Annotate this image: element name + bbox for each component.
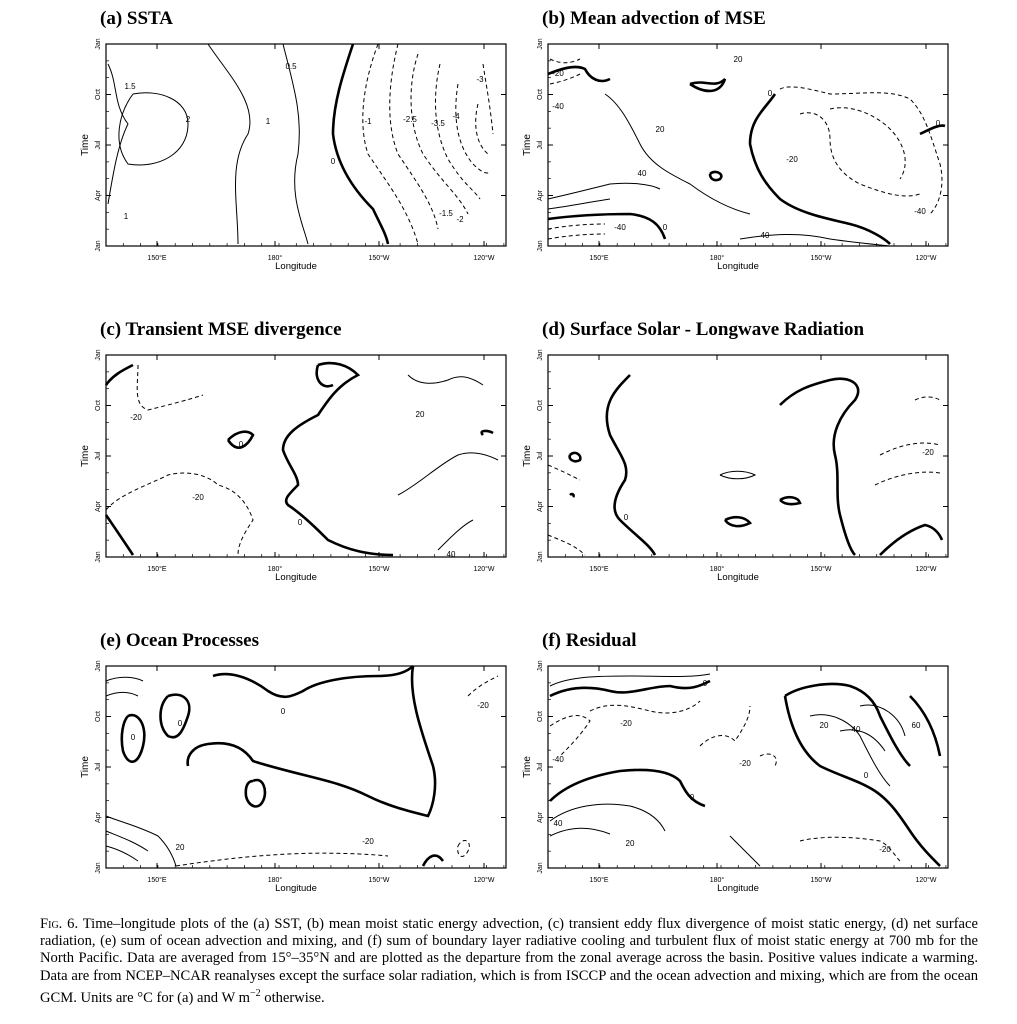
contour-label: 40 [446,550,456,559]
panel-title: (c) Transient MSE divergence [100,319,342,340]
y-tick-label: Oct [95,400,102,411]
x-axis-label: Longitude [717,883,759,894]
x-tick-label: 180° [709,566,725,573]
contour-label: 40 [851,725,861,734]
contour-label: -20 [922,448,934,457]
x-tick-label: 150°E [589,877,609,884]
panel-title: (d) Surface Solar - Longwave Radiation [542,319,865,340]
contour-plot [80,656,518,910]
x-tick-label: 120°W [473,255,495,262]
contour-label: 0 [863,771,869,780]
y-axis-label: Time [80,445,91,467]
figure-label: Fig. 6. [40,916,79,932]
panel-title: (e) Ocean Processes [100,630,259,651]
x-tick-label: 150°W [810,877,832,884]
x-tick-label: 150°W [368,877,390,884]
contour-label: 20 [819,721,829,730]
panel-b [522,8,960,288]
x-axis-label: Longitude [717,572,759,583]
y-axis-label: Time [80,756,91,778]
contour-label: -20 [362,837,374,846]
x-tick-label: 180° [267,255,283,262]
y-tick-label: Jan [537,862,544,874]
contour-label: -4 [452,112,460,121]
contour-label: 0 [662,223,668,232]
contour-label: 1 [265,117,271,126]
contour-label: 40 [637,169,647,178]
panel-title: (f) Residual [542,630,637,651]
plot-frame [522,349,948,583]
x-tick-label: 120°W [915,255,937,262]
x-tick-label: 120°W [915,877,937,884]
caption-text: Time–longitude plots of the (a) SST, (b) mean moist static energy advection, (c) transient eddy flux divergence of moist static energy, (d) net surface radiation, (e) sum of ocean advection and mixing, and (f) sum of boundary layer radiative cooling and turbulent flux of moist static energy at 700 mb for the North Pacific. Data are averaged from 15°–35°N and are plotted as the departure from the zonal average across the basin. Positive values indicate a warming. Data are from NCEP–NCAR reanalyses except the surface solar radiation, which is from ISCCP and the ocean advection and mixing, which are from the ocean GCM. Units are °C for (a) and W m [40,916,978,1006]
x-tick-label: 120°W [915,566,937,573]
contour-label: 0 [702,679,708,688]
contours [548,59,945,246]
contour-label: 0 [935,119,941,128]
x-tick-label: 150°E [147,566,167,573]
contour-label: -40 [914,207,926,216]
x-axis-label: Longitude [717,261,759,272]
axes-box [548,355,948,557]
y-tick-label: Oct [95,89,102,100]
panel-c [80,319,518,599]
contour-label: -20 [786,155,798,164]
y-tick-label: Jan [95,551,102,563]
plot-frame [80,349,506,583]
contour-labels [552,55,941,240]
contour-label: 0.5 [285,62,297,71]
y-tick-label: Jan [537,38,544,50]
axes-box [106,355,506,557]
contour-label: -40 [552,102,564,111]
plot-frame [522,38,948,272]
contour-label: 0 [689,793,695,802]
y-tick-label: Jul [537,451,544,461]
contour-label: -20 [879,845,891,854]
y-axis-label: Time [522,134,533,156]
y-tick-label: Jul [537,762,544,772]
y-tick-label: Oct [537,711,544,722]
x-axis-label: Longitude [275,572,317,583]
contours [550,674,940,866]
panel-a [80,8,518,288]
x-tick-label: 150°E [589,566,609,573]
x-tick-label: 180° [267,566,283,573]
panel-d [522,319,960,599]
contour-label: 20 [415,410,425,419]
contour-label: 0 [177,719,183,728]
contour-plot [522,34,960,288]
x-axis-label: Longitude [275,883,317,894]
x-tick-label: 150°W [810,566,832,573]
y-tick-label: Apr [537,812,544,823]
y-tick-label: Jan [95,660,102,672]
y-tick-label: Oct [537,400,544,411]
contour-label: 0 [130,733,136,742]
contour-label: 1 [123,212,129,221]
contours [108,44,493,244]
y-tick-label: Apr [95,190,102,201]
x-tick-label: 180° [709,877,725,884]
caption-text-end: otherwise. [260,989,325,1006]
x-tick-label: 150°W [368,255,390,262]
contour-labels [624,448,935,522]
contour-label: -20 [552,69,564,78]
figure-caption [40,916,978,1007]
y-tick-label: Jan [95,349,102,361]
contour-label: 40 [760,231,770,240]
contour-label: 0 [330,157,336,166]
y-axis-label: Time [80,134,91,156]
contour-label: -20 [192,493,204,502]
contour-label: -20 [130,413,142,422]
panel-f [522,630,960,910]
contour-labels [124,62,484,224]
contour-label: 20 [733,55,743,64]
x-tick-label: 150°W [368,566,390,573]
y-tick-label: Jan [537,551,544,563]
y-tick-label: Jul [95,451,102,461]
x-tick-label: 180° [267,877,283,884]
x-tick-label: 180° [709,255,725,262]
y-tick-label: Apr [95,501,102,512]
contour-label: -2 [456,215,464,224]
x-tick-label: 150°E [147,255,167,262]
x-tick-label: 150°W [810,255,832,262]
units-exponent: −2 [249,987,261,999]
contour-plot [80,345,518,599]
plot-frame [80,38,506,272]
y-tick-label: Jan [537,349,544,361]
x-tick-label: 120°W [473,566,495,573]
contour-plot [522,345,960,599]
y-tick-label: Jan [537,660,544,672]
contour-label: 0 [767,89,773,98]
panel-title: (a) SSTA [100,8,174,29]
x-tick-label: 150°E [147,877,167,884]
contour-label: -20 [477,701,489,710]
x-tick-label: 120°W [473,877,495,884]
contour-label: 20 [655,125,665,134]
y-tick-label: Jan [95,862,102,874]
y-tick-label: Apr [537,190,544,201]
contour-label: -40 [614,223,626,232]
y-axis-label: Time [522,756,533,778]
contour-label: 20 [175,843,185,852]
x-axis-label: Longitude [275,261,317,272]
contour-label: -20 [620,719,632,728]
y-tick-label: Oct [537,89,544,100]
panel-title: (b) Mean advection of MSE [542,8,766,29]
contour-label: 0 [623,513,629,522]
y-tick-label: Apr [95,812,102,823]
y-tick-label: Apr [537,501,544,512]
y-tick-label: Jul [537,140,544,150]
y-tick-label: Jan [95,240,102,252]
y-tick-label: Oct [95,711,102,722]
contour-label: 0 [238,440,244,449]
y-axis-label: Time [522,445,533,467]
contour-labels [130,410,456,559]
contour-label: 0 [297,518,303,527]
contour-label: -40 [552,755,564,764]
contour-label: 1.5 [124,82,136,91]
contour-label: 0 [280,707,286,716]
x-tick-label: 150°E [589,255,609,262]
contour-label: 60 [911,721,921,730]
contour-label: -2.5 [403,115,417,124]
contour-plot [522,656,960,910]
y-tick-label: Jul [95,140,102,150]
axes-box [548,44,948,246]
contour-label: 2 [185,115,191,124]
contours [548,375,942,555]
y-tick-label: Jan [537,240,544,252]
contour-label: -1.5 [439,209,453,218]
contours [106,666,498,866]
y-tick-label: Jan [95,38,102,50]
contour-label: -1 [364,117,372,126]
plot-frame [522,660,948,894]
y-tick-label: Jul [95,762,102,772]
contour-label: -3 [476,75,484,84]
contour-label: 40 [553,819,563,828]
contour-label: 20 [625,839,635,848]
contour-label: -3.5 [431,119,445,128]
contour-plot [80,34,518,288]
panel-e [80,630,518,910]
contour-label: -20 [739,759,751,768]
